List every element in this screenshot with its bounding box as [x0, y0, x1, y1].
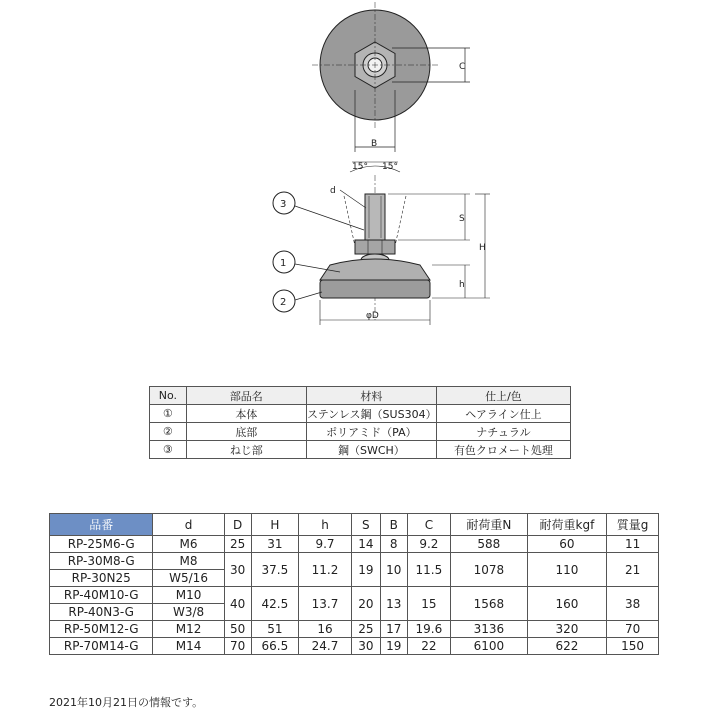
spec-s: 20: [351, 587, 380, 621]
spec-load-kgf: 110: [527, 553, 607, 587]
dim-b-label: B: [371, 139, 378, 149]
spec-model: RP-30N25: [50, 570, 153, 587]
spec-c: 22: [407, 638, 450, 655]
footnote: 2021年10月21日の情報です。: [49, 696, 204, 709]
spec-big-d: 40: [224, 587, 251, 621]
spec-h: 11.2: [299, 553, 352, 587]
spec-header-model: 品番: [50, 514, 153, 536]
spec-row: [50, 536, 659, 553]
parts-cell: ①: [150, 405, 187, 423]
spec-h: 16: [299, 621, 352, 638]
spec-model: RP-70M14-G: [50, 638, 153, 655]
parts-header-finish: 仕上/色: [436, 387, 570, 405]
spec-big-d: 50: [224, 621, 251, 638]
spec-d: M14: [153, 638, 224, 655]
top-view: [312, 2, 470, 152]
dim-phi-d-label: φD: [366, 311, 379, 321]
spec-s: 25: [351, 621, 380, 638]
spec-big-h: 66.5: [251, 638, 299, 655]
spec-big-d: 30: [224, 553, 251, 587]
parts-cell: ③: [150, 441, 187, 459]
spec-load-kgf: 60: [527, 536, 607, 553]
spec-load-n: 1568: [451, 587, 528, 621]
spec-b: 13: [380, 587, 407, 621]
spec-header-big-h: H: [251, 514, 299, 536]
spec-s: 14: [351, 536, 380, 553]
spec-mass: 11: [607, 536, 659, 553]
spec-b: 8: [380, 536, 407, 553]
spec-d: M12: [153, 621, 224, 638]
spec-model: RP-40M10-G: [50, 587, 153, 604]
parts-cell: ねじ部: [186, 441, 306, 459]
spec-b: 19: [380, 638, 407, 655]
spec-header-mass: 質量g: [607, 514, 659, 536]
parts-cell: 本体: [186, 405, 306, 423]
parts-cell: 鋼（SWCH）: [306, 441, 436, 459]
spec-mass: 150: [607, 638, 659, 655]
spec-model: RP-50M12-G: [50, 621, 153, 638]
spec-big-d: 25: [224, 536, 251, 553]
spec-c: 11.5: [407, 553, 450, 587]
spec-big-h: 42.5: [251, 587, 299, 621]
spec-load-kgf: 622: [527, 638, 607, 655]
callout-1: 1: [280, 258, 287, 269]
parts-row: [150, 441, 571, 459]
parts-cell: 底部: [186, 423, 306, 441]
dim-h-label: h: [459, 280, 465, 290]
callout-3: 3: [280, 199, 287, 210]
side-view: [273, 162, 490, 325]
spec-header-s: S: [351, 514, 380, 536]
spec-header-load-kgf: 耐荷重kgf: [527, 514, 607, 536]
parts-row: [150, 405, 571, 423]
spec-load-kgf: 320: [527, 621, 607, 638]
spec-row: [50, 553, 659, 570]
parts-table: [149, 386, 571, 459]
spec-model: RP-30M8-G: [50, 553, 153, 570]
parts-header-material: 材料: [306, 387, 436, 405]
spec-row: [50, 587, 659, 604]
dim-c-label: C: [459, 62, 466, 72]
angle-right-label: 15°: [382, 162, 398, 172]
spec-header-b: B: [380, 514, 407, 536]
spec-h: 24.7: [299, 638, 352, 655]
spec-d: M6: [153, 536, 224, 553]
spec-big-h: 37.5: [251, 553, 299, 587]
spec-load-kgf: 160: [527, 587, 607, 621]
spec-header-h: h: [299, 514, 352, 536]
parts-header-no: No.: [150, 387, 187, 405]
parts-row: [150, 423, 571, 441]
spec-big-h: 31: [251, 536, 299, 553]
spec-s: 30: [351, 638, 380, 655]
callout-2: 2: [280, 297, 287, 308]
spec-h: 13.7: [299, 587, 352, 621]
parts-header-name: 部品名: [186, 387, 306, 405]
parts-cell: ポリアミド（PA）: [306, 423, 436, 441]
spec-header-big-d: D: [224, 514, 251, 536]
spec-c: 15: [407, 587, 450, 621]
spec-d: W3/8: [153, 604, 224, 621]
spec-load-n: 6100: [451, 638, 528, 655]
parts-cell: ステンレス鋼（SUS304）: [306, 405, 436, 423]
spec-h: 9.7: [299, 536, 352, 553]
parts-cell: ヘアライン仕上: [436, 405, 570, 423]
spec-row: [50, 638, 659, 655]
parts-cell: ②: [150, 423, 187, 441]
spec-d: M8: [153, 553, 224, 570]
spec-header-row: [50, 514, 659, 536]
spec-b: 10: [380, 553, 407, 587]
spec-d: W5/16: [153, 570, 224, 587]
spec-model: RP-40N3-G: [50, 604, 153, 621]
parts-cell: 有色クロメート処理: [436, 441, 570, 459]
spec-load-n: 3136: [451, 621, 528, 638]
spec-c: 19.6: [407, 621, 450, 638]
spec-mass: 70: [607, 621, 659, 638]
spec-s: 19: [351, 553, 380, 587]
spec-big-h: 51: [251, 621, 299, 638]
spec-header-load-n: 耐荷重N: [451, 514, 528, 536]
dim-d-label: d: [330, 186, 336, 196]
spec-header-c: C: [407, 514, 450, 536]
spec-row: [50, 621, 659, 638]
spec-model: RP-25M6-G: [50, 536, 153, 553]
spec-load-n: 588: [451, 536, 528, 553]
spec-mass: 21: [607, 553, 659, 587]
spec-table: [49, 513, 659, 655]
spec-load-n: 1078: [451, 553, 528, 587]
spec-big-d: 70: [224, 638, 251, 655]
spec-mass: 38: [607, 587, 659, 621]
spec-b: 17: [380, 621, 407, 638]
parts-cell: ナチュラル: [436, 423, 570, 441]
parts-header-row: [150, 387, 571, 405]
spec-c: 9.2: [407, 536, 450, 553]
angle-left-label: 15°: [352, 162, 368, 172]
spec-header-d: d: [153, 514, 224, 536]
spec-d: M10: [153, 587, 224, 604]
dim-hh-label: H: [479, 243, 486, 253]
dim-s-label: S: [459, 214, 465, 224]
